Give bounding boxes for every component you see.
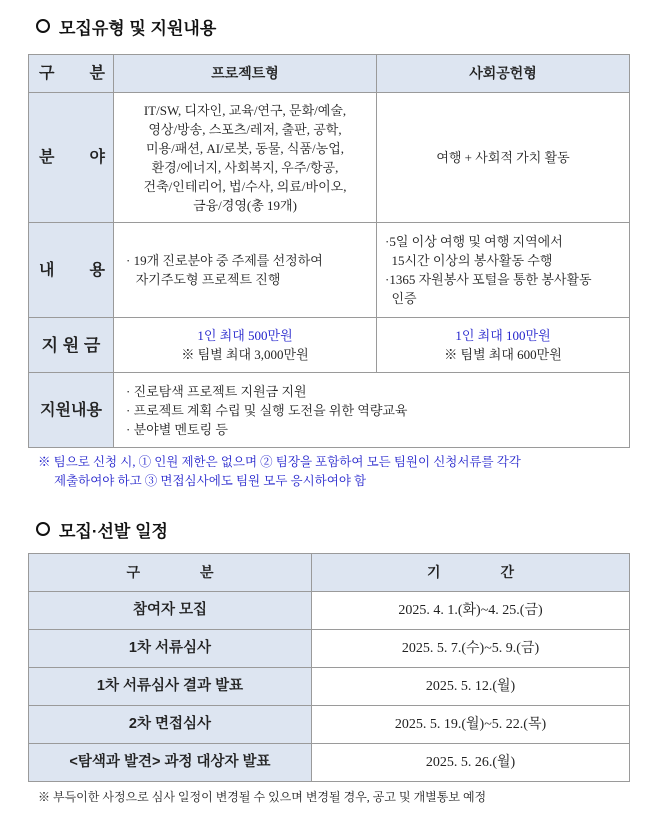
label-support: 지원내용: [29, 373, 114, 448]
schedule-table: [28, 553, 630, 782]
support-item: · 분야별 멘토링 등: [126, 421, 228, 437]
schedule-row: 참여자 모집 2025. 4. 1.(화)~4. 25.(금): [29, 592, 630, 630]
project-fields: IT/SW, 디자인, 교육/연구, 문화/예술, 영상/방송, 스포츠/레저, 출판, 공학, 미용/패션, AI/로봇, 동물, 식품/농업, 환경/에너지, 사회복지, 우주/항공, 건축/인테리어, 법/수사, 의료/바이오, 금융/경영(총 19개): [114, 93, 377, 223]
social-content: ·5일 이상 여행 및 여행 지역에서 15시간 이상의 봉사활동 수행 ·1365 자원봉사 포털을 통한 봉사활동 인증: [377, 223, 630, 318]
header-project-type: 프로젝트형: [114, 55, 377, 93]
label-content: 내 용: [29, 223, 114, 318]
schedule-note: ※ 부득이한 사정으로 심사 일정이 변경될 수 있으며 변경될 경우, 공고 및 개별통보 예정: [38, 790, 487, 804]
schedule-row: 1차 서류심사 2025. 5. 7.(수)~5. 9.(금): [29, 630, 630, 668]
project-content: · 19개 진로분야 중 주제를 선정하여 자기주도형 프로젝트 진행: [114, 223, 377, 318]
section-heading-schedule: 모집·선발 일정: [36, 517, 168, 542]
header-category: 구 분: [29, 55, 114, 93]
support-item: · 프로젝트 계획 수립 및 실행 도전을 위한 역량교육: [126, 402, 408, 418]
schedule-row: 2차 면접심사 2025. 5. 19.(월)~5. 22.(목): [29, 706, 630, 744]
circle-bullet-icon: [36, 522, 50, 536]
header-item: 구 분: [29, 554, 312, 592]
project-funding: 1인 최대 500만원 ※ 팀별 최대 3,000만원: [114, 318, 377, 373]
header-social-contribution-type: 사회공헌형: [377, 55, 630, 93]
label-field: 분 야: [29, 93, 114, 223]
header-period: 기 간: [312, 554, 630, 592]
recruitment-types-table: [28, 54, 630, 448]
support-item: · 진로탐색 프로젝트 지원금 지원: [126, 383, 307, 399]
support-items: [114, 373, 630, 448]
team-application-note: ※ 팀으로 신청 시, ① 인원 제한은 없으며 ② 팀장을 포함하여 모든 팀원이 신청서류를 각각 제출하여야 하고 ③ 면접심사에도 팀원 모두 응시하여야 함: [38, 455, 521, 488]
social-fields: 여행 + 사회적 가치 활동: [377, 93, 630, 223]
section-heading-recruitment-types: 모집유형 및 지원내용: [36, 14, 216, 39]
schedule-row: 1차 서류심사 결과 발표 2025. 5. 12.(월): [29, 668, 630, 706]
social-funding: 1인 최대 100만원 ※ 팀별 최대 600만원: [377, 318, 630, 373]
circle-bullet-icon: [36, 19, 50, 33]
label-funding: 지 원 금: [29, 318, 114, 373]
schedule-row: <탐색과 발견> 과정 대상자 발표 2025. 5. 26.(월): [29, 744, 630, 782]
